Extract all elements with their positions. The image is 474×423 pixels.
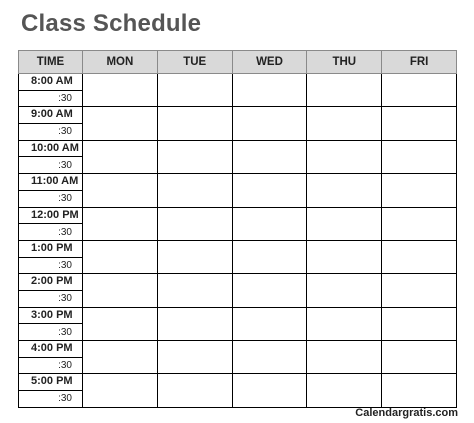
- column-header-wed: WED: [232, 51, 307, 74]
- hour-row: [19, 140, 457, 157]
- slot-fri[interactable]: [382, 174, 457, 207]
- slot-mon[interactable]: [83, 107, 158, 140]
- slot-mon[interactable]: [83, 341, 158, 374]
- schedule-table: [18, 50, 457, 408]
- column-header-tue: TUE: [157, 51, 232, 74]
- slot-tue[interactable]: [157, 207, 232, 240]
- slot-fri[interactable]: [382, 240, 457, 273]
- slot-tue[interactable]: [157, 240, 232, 273]
- slot-thu[interactable]: [307, 341, 382, 374]
- time-label: 10:00 AM: [19, 140, 83, 157]
- half-hour-label: :30: [19, 190, 83, 207]
- time-label: 11:00 AM: [19, 174, 83, 191]
- hour-row: [19, 240, 457, 257]
- hour-row: [19, 274, 457, 291]
- slot-thu[interactable]: [307, 207, 382, 240]
- slot-fri[interactable]: [382, 341, 457, 374]
- hour-row: [19, 174, 457, 191]
- hour-row: [19, 341, 457, 358]
- slot-wed[interactable]: [232, 307, 307, 340]
- slot-thu[interactable]: [307, 374, 382, 407]
- time-label: 5:00 PM: [19, 374, 83, 391]
- schedule-body: [19, 74, 457, 408]
- slot-thu[interactable]: [307, 174, 382, 207]
- half-hour-label: :30: [19, 290, 83, 307]
- time-label: 4:00 PM: [19, 341, 83, 358]
- time-label: 8:00 AM: [19, 74, 83, 91]
- hour-row: [19, 307, 457, 324]
- slot-wed[interactable]: [232, 74, 307, 107]
- slot-mon[interactable]: [83, 140, 158, 173]
- slot-fri[interactable]: [382, 307, 457, 340]
- slot-tue[interactable]: [157, 174, 232, 207]
- hour-row: [19, 207, 457, 224]
- slot-wed[interactable]: [232, 274, 307, 307]
- slot-fri[interactable]: [382, 274, 457, 307]
- hour-row: [19, 74, 457, 91]
- slot-tue[interactable]: [157, 140, 232, 173]
- slot-wed[interactable]: [232, 107, 307, 140]
- slot-mon[interactable]: [83, 374, 158, 407]
- slot-thu[interactable]: [307, 107, 382, 140]
- slot-thu[interactable]: [307, 274, 382, 307]
- slot-fri[interactable]: [382, 207, 457, 240]
- slot-mon[interactable]: [83, 307, 158, 340]
- half-hour-label: :30: [19, 257, 83, 274]
- column-header-fri: FRI: [382, 51, 457, 74]
- slot-fri[interactable]: [382, 374, 457, 407]
- half-hour-label: :30: [19, 391, 83, 408]
- half-hour-label: :30: [19, 157, 83, 174]
- slot-fri[interactable]: [382, 140, 457, 173]
- page-title: Class Schedule: [21, 10, 202, 37]
- slot-mon[interactable]: [83, 174, 158, 207]
- slot-mon[interactable]: [83, 240, 158, 273]
- slot-tue[interactable]: [157, 74, 232, 107]
- time-label: 2:00 PM: [19, 274, 83, 291]
- slot-thu[interactable]: [307, 307, 382, 340]
- time-label: 1:00 PM: [19, 240, 83, 257]
- slot-wed[interactable]: [232, 341, 307, 374]
- slot-thu[interactable]: [307, 240, 382, 273]
- footer-credit: Calendargratis.com: [355, 407, 458, 419]
- hour-row: [19, 107, 457, 124]
- slot-tue[interactable]: [157, 341, 232, 374]
- time-label: 9:00 AM: [19, 107, 83, 124]
- slot-fri[interactable]: [382, 107, 457, 140]
- slot-tue[interactable]: [157, 107, 232, 140]
- hour-row: [19, 374, 457, 391]
- half-hour-label: :30: [19, 357, 83, 374]
- slot-wed[interactable]: [232, 207, 307, 240]
- half-hour-label: :30: [19, 124, 83, 141]
- slot-fri[interactable]: [382, 74, 457, 107]
- slot-wed[interactable]: [232, 374, 307, 407]
- column-header-thu: THU: [307, 51, 382, 74]
- half-hour-label: :30: [19, 324, 83, 341]
- slot-wed[interactable]: [232, 140, 307, 173]
- slot-tue[interactable]: [157, 374, 232, 407]
- slot-mon[interactable]: [83, 74, 158, 107]
- time-label: 3:00 PM: [19, 307, 83, 324]
- slot-thu[interactable]: [307, 140, 382, 173]
- header-row: [19, 51, 457, 74]
- slot-wed[interactable]: [232, 240, 307, 273]
- time-label: 12:00 PM: [19, 207, 83, 224]
- slot-thu[interactable]: [307, 74, 382, 107]
- half-hour-label: :30: [19, 224, 83, 241]
- column-header-time: TIME: [19, 51, 83, 74]
- slot-tue[interactable]: [157, 307, 232, 340]
- slot-tue[interactable]: [157, 274, 232, 307]
- slot-mon[interactable]: [83, 207, 158, 240]
- half-hour-label: :30: [19, 90, 83, 107]
- slot-wed[interactable]: [232, 174, 307, 207]
- slot-mon[interactable]: [83, 274, 158, 307]
- column-header-mon: MON: [83, 51, 158, 74]
